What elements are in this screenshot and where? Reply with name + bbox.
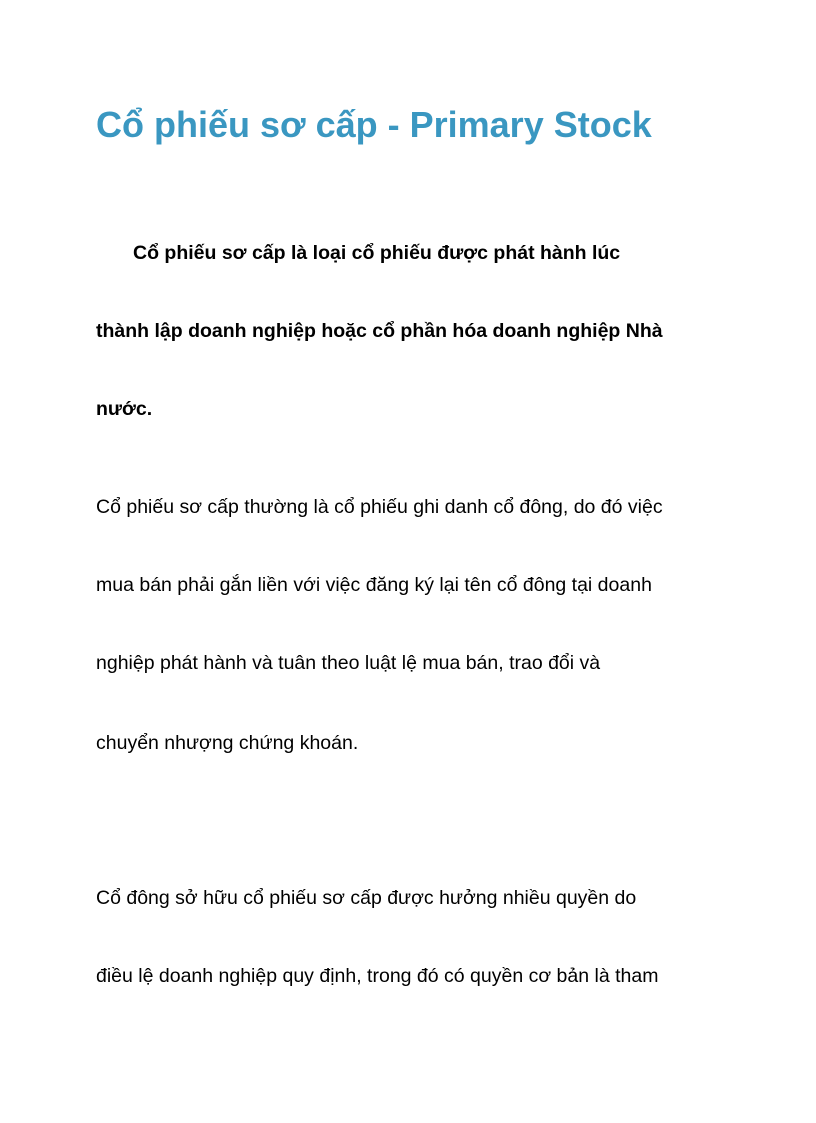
lead-line-2: thành lập doanh nghiệp hoặc cổ phần hóa doanh nghiệp Nhà	[96, 320, 663, 342]
paragraph2-line-2: điều lệ doanh nghiệp quy định, trong đó có quyền cơ bản là tham	[96, 965, 659, 987]
paragraph1-line-2: mua bán phải gắn liền với việc đăng ký lại tên cổ đông tại doanh	[96, 574, 652, 596]
lead-line-3: nước.	[96, 398, 153, 420]
paragraph1-line-4: chuyển nhượng chứng khoán.	[96, 732, 359, 754]
paragraph2-line-1: Cổ đông sở hữu cổ phiếu sơ cấp được hưởng nhiều quyền do	[96, 887, 637, 909]
paragraph1-line-3: nghiệp phát hành và tuân theo luật lệ mua bán, trao đổi và	[96, 652, 601, 674]
paragraph1-line-1: Cổ phiếu sơ cấp thường là cổ phiếu ghi danh cổ đông, do đó việc	[96, 496, 663, 518]
document-title: Cổ phiếu sơ cấp - Primary Stock	[96, 104, 652, 145]
lead-line-1: Cổ phiếu sơ cấp là loại cổ phiếu được phát hành lúc	[133, 242, 621, 264]
